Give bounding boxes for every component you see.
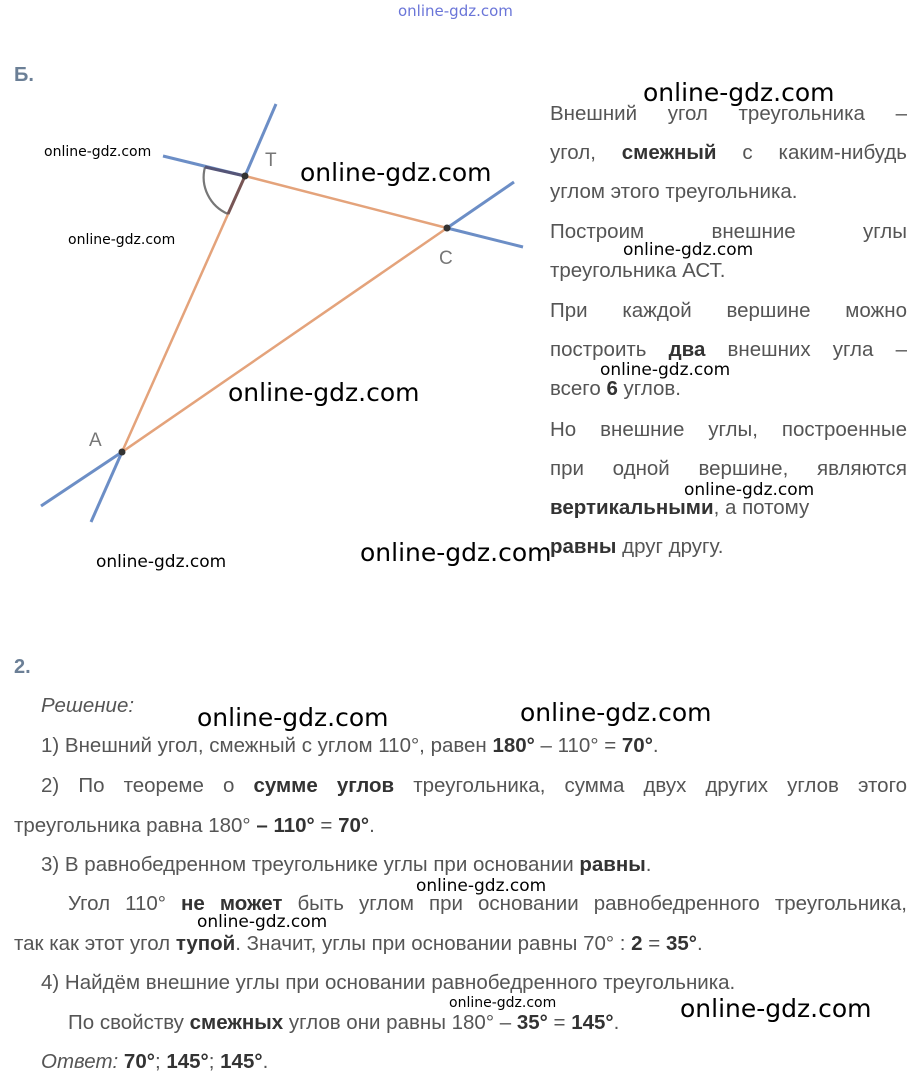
section-b-label: Б. (14, 64, 34, 86)
vertex-count-paragraph: При каждой вершине можно построить два внешних угла – всего 6 углов. (550, 299, 907, 400)
watermark: online-gdz.com (680, 994, 872, 1023)
vertex-a-label: A (89, 430, 102, 451)
step-1: 1) Внешний угол, смежный с углом 110°, равен 180° – 110° = 70°. (41, 734, 659, 757)
watermark: online-gdz.com (44, 144, 152, 160)
watermark: online-gdz.com (520, 698, 712, 727)
step-3: 3) В равнобедренном треугольнике углы при основании равны. (41, 853, 652, 876)
step-2-line-2: треугольника равна 180° – 110° = 70°. (14, 814, 375, 837)
step-3b-line-1: Угол 110° не может быть углом при основании равнобедренного треугольника, (68, 892, 907, 915)
vertex-t-label: T (265, 150, 277, 171)
watermark: online-gdz.com (68, 232, 176, 248)
step-4: 4) Найдём внешние углы при основании равнобедренного треугольника. (41, 971, 736, 994)
watermark: online-gdz.com (416, 876, 547, 896)
construct-paragraph: Построим внешние углы треугольника АСТ. (550, 220, 907, 282)
watermark: online-gdz.com (197, 703, 389, 732)
header-watermark: online-gdz.com (398, 2, 513, 20)
watermark: online-gdz.com (96, 552, 227, 572)
step-2-line-1: 2) По теореме о сумме углов треугольника, сумма двух других углов этого (41, 774, 908, 797)
watermark: online-gdz.com (600, 360, 731, 380)
watermark: online-gdz.com (360, 538, 552, 567)
watermark: online-gdz.com (228, 378, 420, 407)
watermark: online-gdz.com (300, 158, 492, 187)
definition-paragraph: Внешний угол треугольника – угол, смежный с каким-нибудь углом этого треугольника. (550, 102, 907, 203)
step-3b-line-2: так как этот угол тупой. Значит, углы при основании равны 70° : 2 = 35°. (14, 932, 703, 955)
vertical-angles-paragraph: Но внешние углы, построенные при одной вершине, являются вертикальными, а потому равны друг другу. (550, 418, 907, 558)
vertex-c-label: C (439, 248, 453, 269)
watermark: online-gdz.com (643, 78, 835, 107)
watermark: online-gdz.com (197, 912, 328, 932)
watermark: online-gdz.com (623, 240, 754, 260)
watermark: online-gdz.com (449, 995, 557, 1011)
solution-title: Решение: (41, 694, 135, 717)
section-2-label: 2. (14, 656, 31, 678)
answer: Ответ: 70°; 145°; 145°. (41, 1050, 269, 1073)
watermark: online-gdz.com (684, 480, 815, 500)
step-4b: По свойству смежных углов они равны 180° – 35° = 145°. (68, 1011, 620, 1034)
